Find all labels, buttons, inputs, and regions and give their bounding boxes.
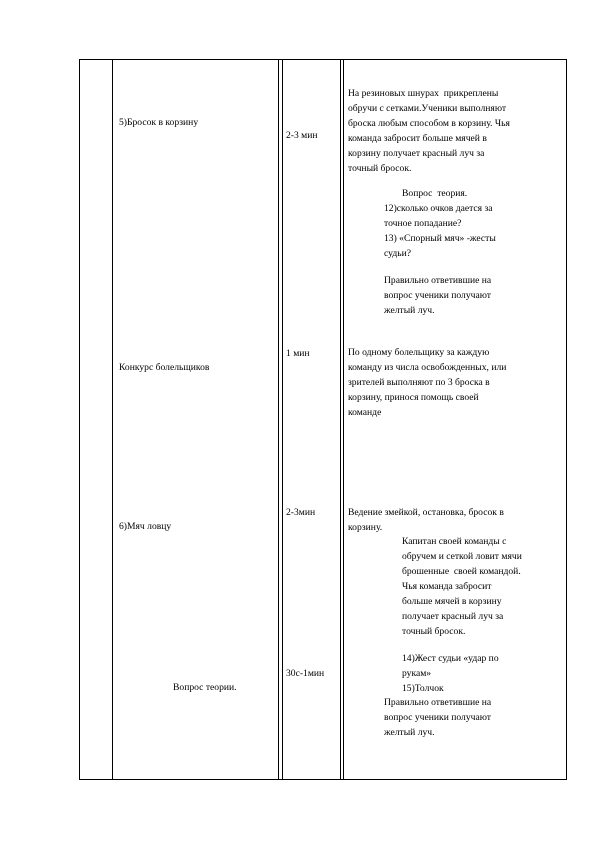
desc-line: команде xyxy=(348,407,382,418)
stage-5-title: 5)Бросок в корзину xyxy=(119,117,199,128)
desc-line: обручи с сетками.Ученики выполняют xyxy=(348,103,507,114)
desc-line: 13) «Спорный мяч» -жесты xyxy=(384,233,496,244)
desc-line: точный бросок. xyxy=(348,163,412,174)
desc-line: корзину получает красный луч за xyxy=(348,148,485,159)
desc-line: больше мячей в корзину xyxy=(402,596,502,607)
contest-title: Конкурс болельщиков xyxy=(119,362,210,373)
desc-line: Правильно ответившие на xyxy=(384,697,492,708)
desc-line: вопрос ученики получают xyxy=(384,290,491,301)
table-col-border-2 xyxy=(112,59,113,779)
desc-line: желтый луч. xyxy=(384,305,435,316)
time-1: 2-3 мин xyxy=(286,130,318,141)
desc-line: вопрос ученики получают xyxy=(384,712,491,723)
desc-line: Вопрос теория. xyxy=(402,188,468,199)
desc-line: зрителей выполняют по 3 броска в xyxy=(348,377,490,388)
desc-line: броска любым способом в корзину. Чья xyxy=(348,118,510,129)
table-col-border-4 xyxy=(282,59,283,779)
table-col-border-7 xyxy=(566,59,567,779)
desc-line: команду из числа освобожденных, или xyxy=(348,362,507,373)
table-col-border-3 xyxy=(278,59,279,779)
desc-line: брошенные своей командой. xyxy=(402,566,521,577)
desc-line: точное попадание? xyxy=(384,218,462,229)
desc-line: обручем и сеткой ловит мячи xyxy=(402,551,522,562)
desc-line: корзину, принося помощь своей xyxy=(348,392,479,403)
desc-line: 12)сколько очков дается за xyxy=(384,203,493,214)
table-col-border-1 xyxy=(79,59,80,779)
time-2: 1 мин xyxy=(286,348,310,359)
table-bottom-border xyxy=(79,779,567,780)
desc-line: Чья команда забросит xyxy=(402,581,492,592)
desc-line: 15)Толчок xyxy=(402,683,444,694)
desc-line: Ведение змейкой, остановка, бросок в xyxy=(348,507,504,518)
desc-line: судьи? xyxy=(384,248,411,259)
desc-line: 14)Жест судьи «удар по xyxy=(402,653,499,664)
desc-line: Капитан своей команды с xyxy=(402,536,507,547)
stage-6-title: 6)Мяч ловцу xyxy=(119,521,172,532)
desc-line: рукам» xyxy=(402,668,432,679)
time-4: 30с-1мин xyxy=(286,668,325,679)
time-3: 2-3мин xyxy=(286,507,316,518)
desc-line: получает красный луч за xyxy=(402,611,504,622)
desc-line: На резиновых шнурах прикреплены xyxy=(348,88,499,99)
desc-line: По одному болельщику за каждую xyxy=(348,347,490,358)
desc-line: команда забросит больше мячей в xyxy=(348,133,487,144)
table-top-border xyxy=(79,59,567,60)
desc-line: корзину. xyxy=(348,522,383,533)
theory-label: Вопрос теории. xyxy=(173,682,237,693)
desc-line: желтый луч. xyxy=(384,727,435,738)
desc-line: Правильно ответившие на xyxy=(384,275,492,286)
table-col-border-5 xyxy=(340,59,341,779)
desc-line: точный бросок. xyxy=(402,626,466,637)
table-col-border-6 xyxy=(343,59,344,779)
